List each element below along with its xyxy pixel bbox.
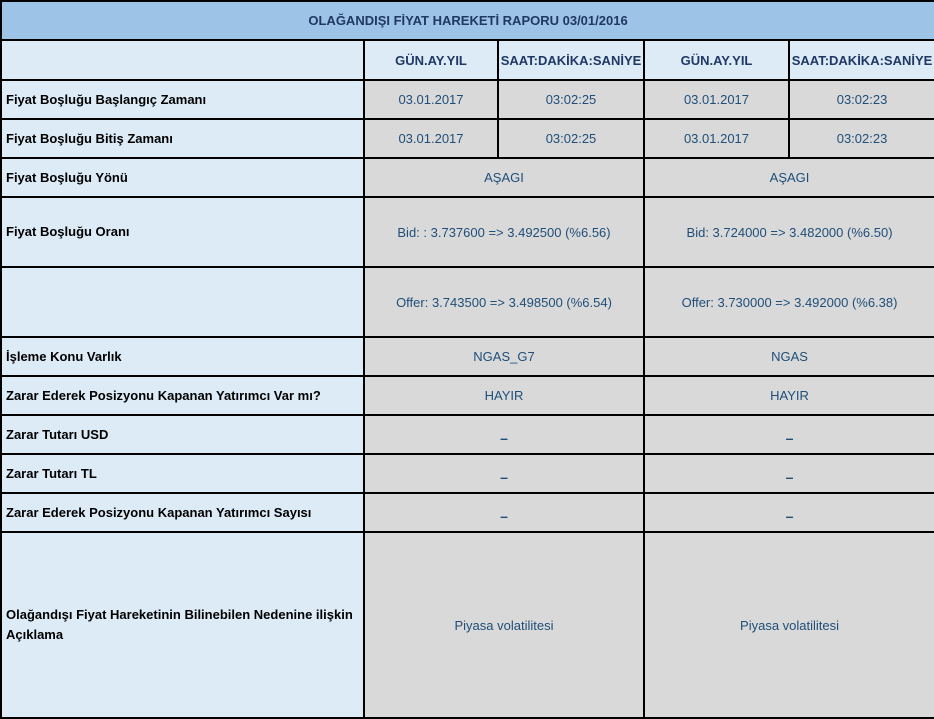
loss-tl-label: Zarar Tutarı TL <box>1 454 364 493</box>
header-date-2: GÜN.AY.YIL <box>644 40 789 80</box>
ratio-offer-2: Offer: 3.730000 => 3.492000 (%6.38) <box>644 267 934 337</box>
end-clock-1: 03:02:25 <box>498 119 644 158</box>
explanation-label: Olağandışı Fiyat Hareketinin Bilinebilen Nedenine ilişkin Açıklama <box>1 532 364 718</box>
loss-investor-row <box>1 376 934 415</box>
loss-investor-label: Zarar Ederek Posizyonu Kapanan Yatırımcı Var mı? <box>1 376 364 415</box>
loss-investor-value-2: HAYIR <box>644 376 934 415</box>
title-row <box>1 1 934 40</box>
start-date-1: 03.01.2017 <box>364 80 498 119</box>
start-time-label: Fiyat Boşluğu Başlangıç Zamanı <box>1 80 364 119</box>
start-time-row <box>1 80 934 119</box>
direction-row <box>1 158 934 197</box>
asset-value-2: NGAS <box>644 337 934 376</box>
ratio-offer-row <box>1 267 934 337</box>
loss-usd-row <box>1 415 934 454</box>
start-clock-1: 03:02:25 <box>498 80 644 119</box>
explanation-value-2: Piyasa volatilitesi <box>644 532 934 718</box>
ratio-label: Fiyat Boşluğu Oranı <box>1 197 364 267</box>
header-time-1: SAAT:DAKİKA:SANİYE <box>498 40 644 80</box>
loss-count-row <box>1 493 934 532</box>
loss-usd-value-2: – <box>644 415 934 454</box>
loss-count-value-2: – <box>644 493 934 532</box>
header-row <box>1 40 934 80</box>
explanation-value-1: Piyasa volatilitesi <box>364 532 644 718</box>
end-date-1: 03.01.2017 <box>364 119 498 158</box>
ratio-bid-1: Bid: : 3.737600 => 3.492500 (%6.56) <box>364 197 644 267</box>
loss-usd-value-1: – <box>364 415 644 454</box>
loss-count-label: Zarar Ederek Posizyonu Kapanan Yatırımcı Sayısı <box>1 493 364 532</box>
ratio-bid-2: Bid: 3.724000 => 3.482000 (%6.50) <box>644 197 934 267</box>
direction-value-2: AŞAGI <box>644 158 934 197</box>
ratio-offer-1: Offer: 3.743500 => 3.498500 (%6.54) <box>364 267 644 337</box>
loss-investor-value-1: HAYIR <box>364 376 644 415</box>
explanation-row <box>1 532 934 718</box>
ratio-bid-row <box>1 197 934 267</box>
direction-label: Fiyat Boşluğu Yönü <box>1 158 364 197</box>
ratio-offer-empty-label <box>1 267 364 337</box>
report-title: OLAĞANDIŞI FİYAT HAREKETİ RAPORU 03/01/2016 <box>1 1 934 40</box>
asset-row <box>1 337 934 376</box>
start-date-2: 03.01.2017 <box>644 80 789 119</box>
loss-tl-value-2: – <box>644 454 934 493</box>
end-clock-2: 03:02:23 <box>789 119 934 158</box>
end-date-2: 03.01.2017 <box>644 119 789 158</box>
header-date-1: GÜN.AY.YIL <box>364 40 498 80</box>
loss-usd-label: Zarar Tutarı USD <box>1 415 364 454</box>
asset-value-1: NGAS_G7 <box>364 337 644 376</box>
header-empty-cell <box>1 40 364 80</box>
loss-tl-row <box>1 454 934 493</box>
loss-count-value-1: – <box>364 493 644 532</box>
end-time-row <box>1 119 934 158</box>
asset-label: İşleme Konu Varlık <box>1 337 364 376</box>
end-time-label: Fiyat Boşluğu Bitiş Zamanı <box>1 119 364 158</box>
start-clock-2: 03:02:23 <box>789 80 934 119</box>
header-time-2: SAAT:DAKİKA:SANİYE <box>789 40 934 80</box>
direction-value-1: AŞAGI <box>364 158 644 197</box>
loss-tl-value-1: – <box>364 454 644 493</box>
